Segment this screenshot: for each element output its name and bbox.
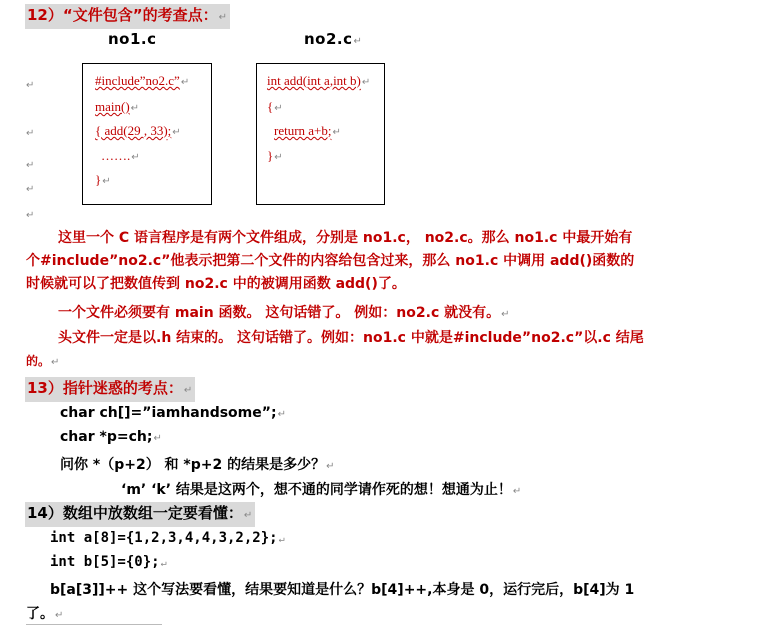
return-mark: ↵ [130, 103, 140, 114]
return-mark: ↵ [131, 152, 140, 163]
section-14-line-3-text: b[a[3]]++ 这个写法要看懂，结果要知道是什么？b[4]++,本身是 0，运行完后，b[4]为 1 [50, 582, 635, 598]
file1-line-4-text: ……. [101, 148, 131, 163]
explanation-line-1: 这里一个 C 语言程序是有两个文件组成，分别是 no1.c， no2.c。那么 no1.c 中最开始有 [58, 230, 633, 246]
return-mark: ↵ [326, 461, 335, 472]
return-mark: ↵ [180, 77, 190, 88]
file2-line-3-text: return a+b; [274, 123, 332, 138]
return-mark: ↵ [278, 534, 285, 545]
section-12-heading [25, 4, 230, 29]
section-13-line-2 [60, 429, 162, 445]
explanation-paragraph [26, 227, 726, 296]
file2-line-2-text: { [267, 99, 274, 114]
section-14-heading-text: 14）数组中放数组一定要看懂： [27, 504, 243, 522]
file1-line-2 [95, 99, 139, 115]
section-14-line-2-text: int b[5]={0}; [50, 554, 160, 570]
file1-line-5 [95, 172, 111, 188]
section-13-line-1 [60, 405, 286, 421]
return-mark: ↵ [332, 127, 341, 138]
return-mark: ↵ [160, 558, 167, 569]
file2-name [304, 30, 362, 48]
section-13-heading-text: 13）指针迷惑的考点： [27, 379, 183, 397]
explanation-line-3: 时候就可以了把数值传到 no2.c 中的被调用函数 add()了。 [26, 276, 406, 292]
file2-code-box [256, 63, 385, 205]
return-mark: ↵ [55, 610, 64, 621]
return-mark: ↵ [243, 510, 253, 521]
return-mark: ↵ [172, 127, 181, 138]
section-14-line-3 [50, 579, 634, 599]
return-mark: ↵ [26, 128, 35, 139]
return-mark: ↵ [26, 80, 35, 91]
section-12-heading-text: 12）“文件包含”的考查点： [27, 6, 218, 24]
return-mark: ↵ [26, 210, 35, 221]
return-mark: ↵ [512, 486, 522, 497]
return-mark: ↵ [277, 409, 286, 420]
file1-line-1 [95, 73, 189, 89]
header-file-note-line-1 [26, 327, 726, 350]
section-14-line-4 [26, 603, 63, 623]
file1-line-3 [95, 123, 181, 139]
main-function-note [26, 302, 758, 326]
file2-name-text: no2.c [304, 30, 353, 48]
header-file-note-line-2-text: 的。 [26, 354, 51, 368]
section-14-line-4-text: 了。 [26, 606, 54, 622]
section-13-line-4-text: ‘m’ ‘k’ 结果是这两个，想不通的同学请作死的想！想通为止！ [121, 482, 512, 498]
file2-line-1 [267, 73, 370, 89]
file1-name: no1.c [108, 30, 157, 48]
page-bottom-rule [26, 624, 162, 625]
section-13-line-3-text: 问你 *（p+2） 和 *p+2 的结果是多少？ [60, 457, 326, 473]
return-mark: ↵ [183, 385, 193, 396]
return-mark: ↵ [51, 357, 60, 368]
header-file-note-line-2 [26, 350, 726, 374]
return-mark: ↵ [102, 176, 111, 187]
return-mark: ↵ [501, 309, 510, 320]
header-file-note-line-1-text: 头文件一定是以.h 结束的。 这句话错了。例如：no1.c 中就是#include”no2.c”以.c 结尾 [58, 330, 644, 346]
main-function-note-text: 一个文件必须要有 main 函数。 这句话错了。 例如：no2.c 就没有。 [58, 305, 501, 321]
file2-line-2 [267, 99, 283, 115]
return-mark: ↵ [353, 36, 363, 47]
return-mark: ↵ [274, 152, 283, 163]
file1-line-3-text: { add(29 , 33); [95, 123, 172, 138]
file2-line-4 [267, 148, 283, 164]
section-13-line-4 [121, 479, 521, 499]
explanation-line-2: 个#include”no2.c”他表示把第二个文件的内容给包含过来，那么 no1.c 中调用 add()函数的 [26, 253, 635, 269]
section-14-line-2 [50, 554, 167, 570]
file2-line-1-text: int add(int a,int b) [267, 73, 361, 88]
file1-line-2-text: main() [95, 99, 130, 114]
return-mark: ↵ [26, 184, 35, 195]
section-14-heading [25, 502, 255, 527]
file1-line-1-text: #include”no2.c” [95, 73, 180, 88]
return-mark: ↵ [26, 160, 35, 171]
header-file-note [26, 327, 726, 374]
section-13-line-2-text: char *p=ch; [60, 429, 153, 445]
section-13-line-3 [60, 454, 335, 474]
return-mark: ↵ [153, 433, 162, 444]
file1-line-4 [101, 148, 140, 164]
file1-line-5-text: } [95, 172, 102, 187]
section-13-line-1-text: char ch[]=”iamhandsome”; [60, 405, 277, 421]
return-mark: ↵ [218, 12, 227, 23]
file2-line-4-text: } [267, 148, 274, 163]
file2-line-3 [274, 123, 341, 139]
section-14-line-1-text: int a[8]={1,2,3,4,4,3,2,2}; [50, 530, 278, 546]
return-mark: ↵ [361, 77, 371, 88]
return-mark: ↵ [274, 103, 283, 114]
section-14-line-1 [50, 530, 285, 546]
section-13-heading [25, 377, 195, 402]
file1-code-box [82, 63, 212, 205]
